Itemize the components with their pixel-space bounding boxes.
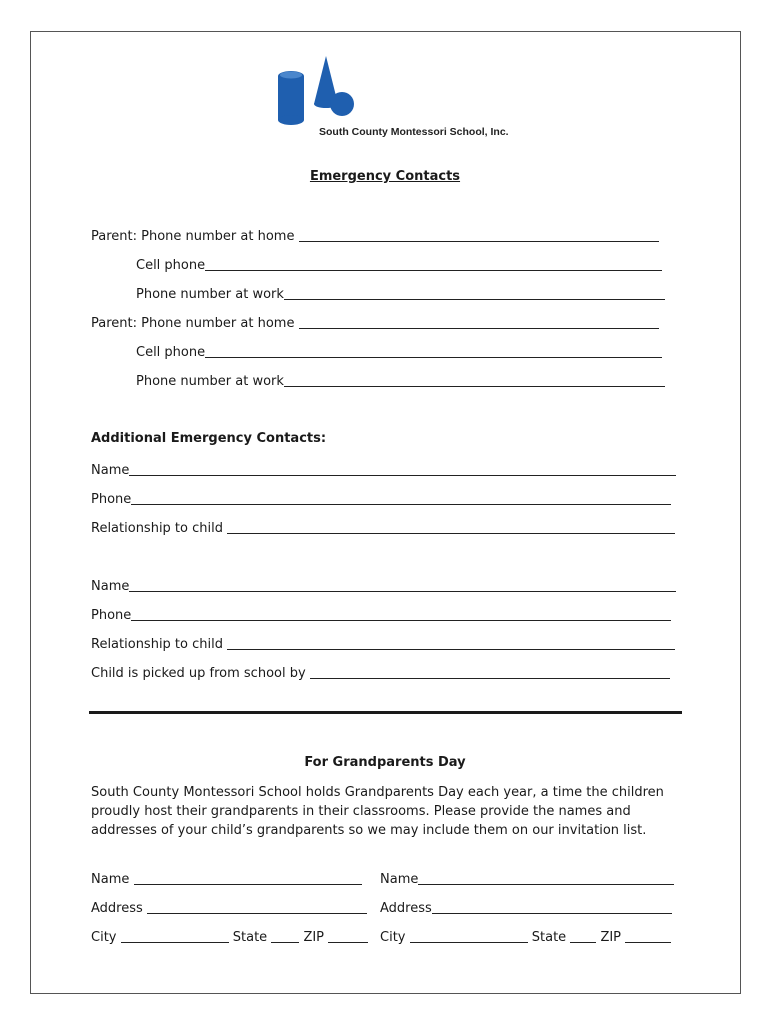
field-label: State <box>527 930 571 945</box>
parent2-work-phone-field[interactable] <box>284 374 665 387</box>
grandparent2-address-row <box>380 898 672 916</box>
grandparent1-zip-field[interactable] <box>328 930 368 943</box>
contact2-relationship-field[interactable] <box>227 637 675 650</box>
grandparent1-name-field[interactable] <box>134 872 362 885</box>
contact1-phone-field[interactable] <box>131 492 671 505</box>
field-label: ZIP <box>596 930 626 945</box>
field-label: Cell phone <box>136 345 206 360</box>
grandparent1-city-row <box>91 927 368 945</box>
parent2-home-phone-field[interactable] <box>299 316 659 329</box>
contact1-name-row <box>91 460 676 478</box>
field-label: Name <box>380 872 419 887</box>
section-divider <box>89 711 682 714</box>
parent1-work-phone-field[interactable] <box>284 287 665 300</box>
parent2-work-phone-row <box>136 371 665 389</box>
field-label: City <box>380 930 410 945</box>
field-label: Parent: Phone number at home <box>91 316 299 331</box>
field-label: Child is picked up from school by <box>91 666 310 681</box>
field-label: Parent: Phone number at home <box>91 229 299 244</box>
field-label: Phone <box>91 608 132 623</box>
parent2-cell-phone-row <box>136 342 662 360</box>
contact1-name-field[interactable] <box>129 463 676 476</box>
parent1-home-phone-row <box>91 226 659 244</box>
grandparents-paragraph: South County Montessori School holds Grandparents Day each year, a time the children proudly host their grandparents in their classrooms. Please provide the names and addresses of your child’s grandparents so we may include them on our invitation list. <box>91 785 664 838</box>
contact2-name-row <box>91 576 676 594</box>
field-label: Phone number at work <box>136 374 284 389</box>
parent1-work-phone-row <box>136 284 665 302</box>
pickup-person-row <box>91 663 670 681</box>
grandparent2-state-field[interactable] <box>570 930 596 943</box>
field-label: ZIP <box>299 930 329 945</box>
parent1-cell-phone-row <box>136 255 662 273</box>
school-logo-text: South County Montessori School, Inc. <box>319 126 509 138</box>
parent2-cell-phone-field[interactable] <box>205 345 662 358</box>
field-label: Cell phone <box>136 258 206 273</box>
contact1-relationship-field[interactable] <box>227 521 675 534</box>
grandparent1-city-field[interactable] <box>121 930 229 943</box>
grandparent1-address-row <box>91 898 367 916</box>
field-label: City <box>91 930 121 945</box>
grandparent1-name-row <box>91 869 362 887</box>
contact2-name-field[interactable] <box>129 579 676 592</box>
field-label: Phone number at work <box>136 287 284 302</box>
grandparent2-city-field[interactable] <box>410 930 528 943</box>
field-label: Phone <box>91 492 132 507</box>
page-title: Emergency Contacts <box>309 169 461 184</box>
grandparent2-address-field[interactable] <box>432 901 672 914</box>
field-label: Name <box>91 579 130 594</box>
pickup-person-field[interactable] <box>310 666 670 679</box>
parent1-cell-phone-field[interactable] <box>205 258 662 271</box>
parent1-home-phone-field[interactable] <box>299 229 659 242</box>
field-label: State <box>228 930 272 945</box>
geometric-shapes-logo-icon <box>276 54 366 129</box>
field-label: Address <box>91 901 147 916</box>
contact2-phone-row <box>91 605 671 623</box>
field-label: Name <box>91 872 134 887</box>
school-logo <box>276 54 509 140</box>
field-label: Relationship to child <box>91 637 228 652</box>
contact2-relationship-row <box>91 634 675 652</box>
field-label: Address <box>380 901 432 916</box>
grandparent2-zip-field[interactable] <box>625 930 671 943</box>
field-label: Name <box>91 463 130 478</box>
grandparent1-state-field[interactable] <box>271 930 299 943</box>
grandparents-heading: For Grandparents Day <box>304 755 466 770</box>
grandparent2-name-row <box>380 869 674 887</box>
parent2-home-phone-row <box>91 313 659 331</box>
contact1-phone-row <box>91 489 671 507</box>
grandparent1-address-field[interactable] <box>147 901 367 914</box>
grandparent2-city-row <box>380 927 671 945</box>
contact2-phone-field[interactable] <box>131 608 671 621</box>
additional-contacts-heading: Additional Emergency Contacts: <box>91 431 327 446</box>
grandparent2-name-field[interactable] <box>418 872 674 885</box>
field-label: Relationship to child <box>91 521 228 536</box>
contact1-relationship-row <box>91 518 675 536</box>
